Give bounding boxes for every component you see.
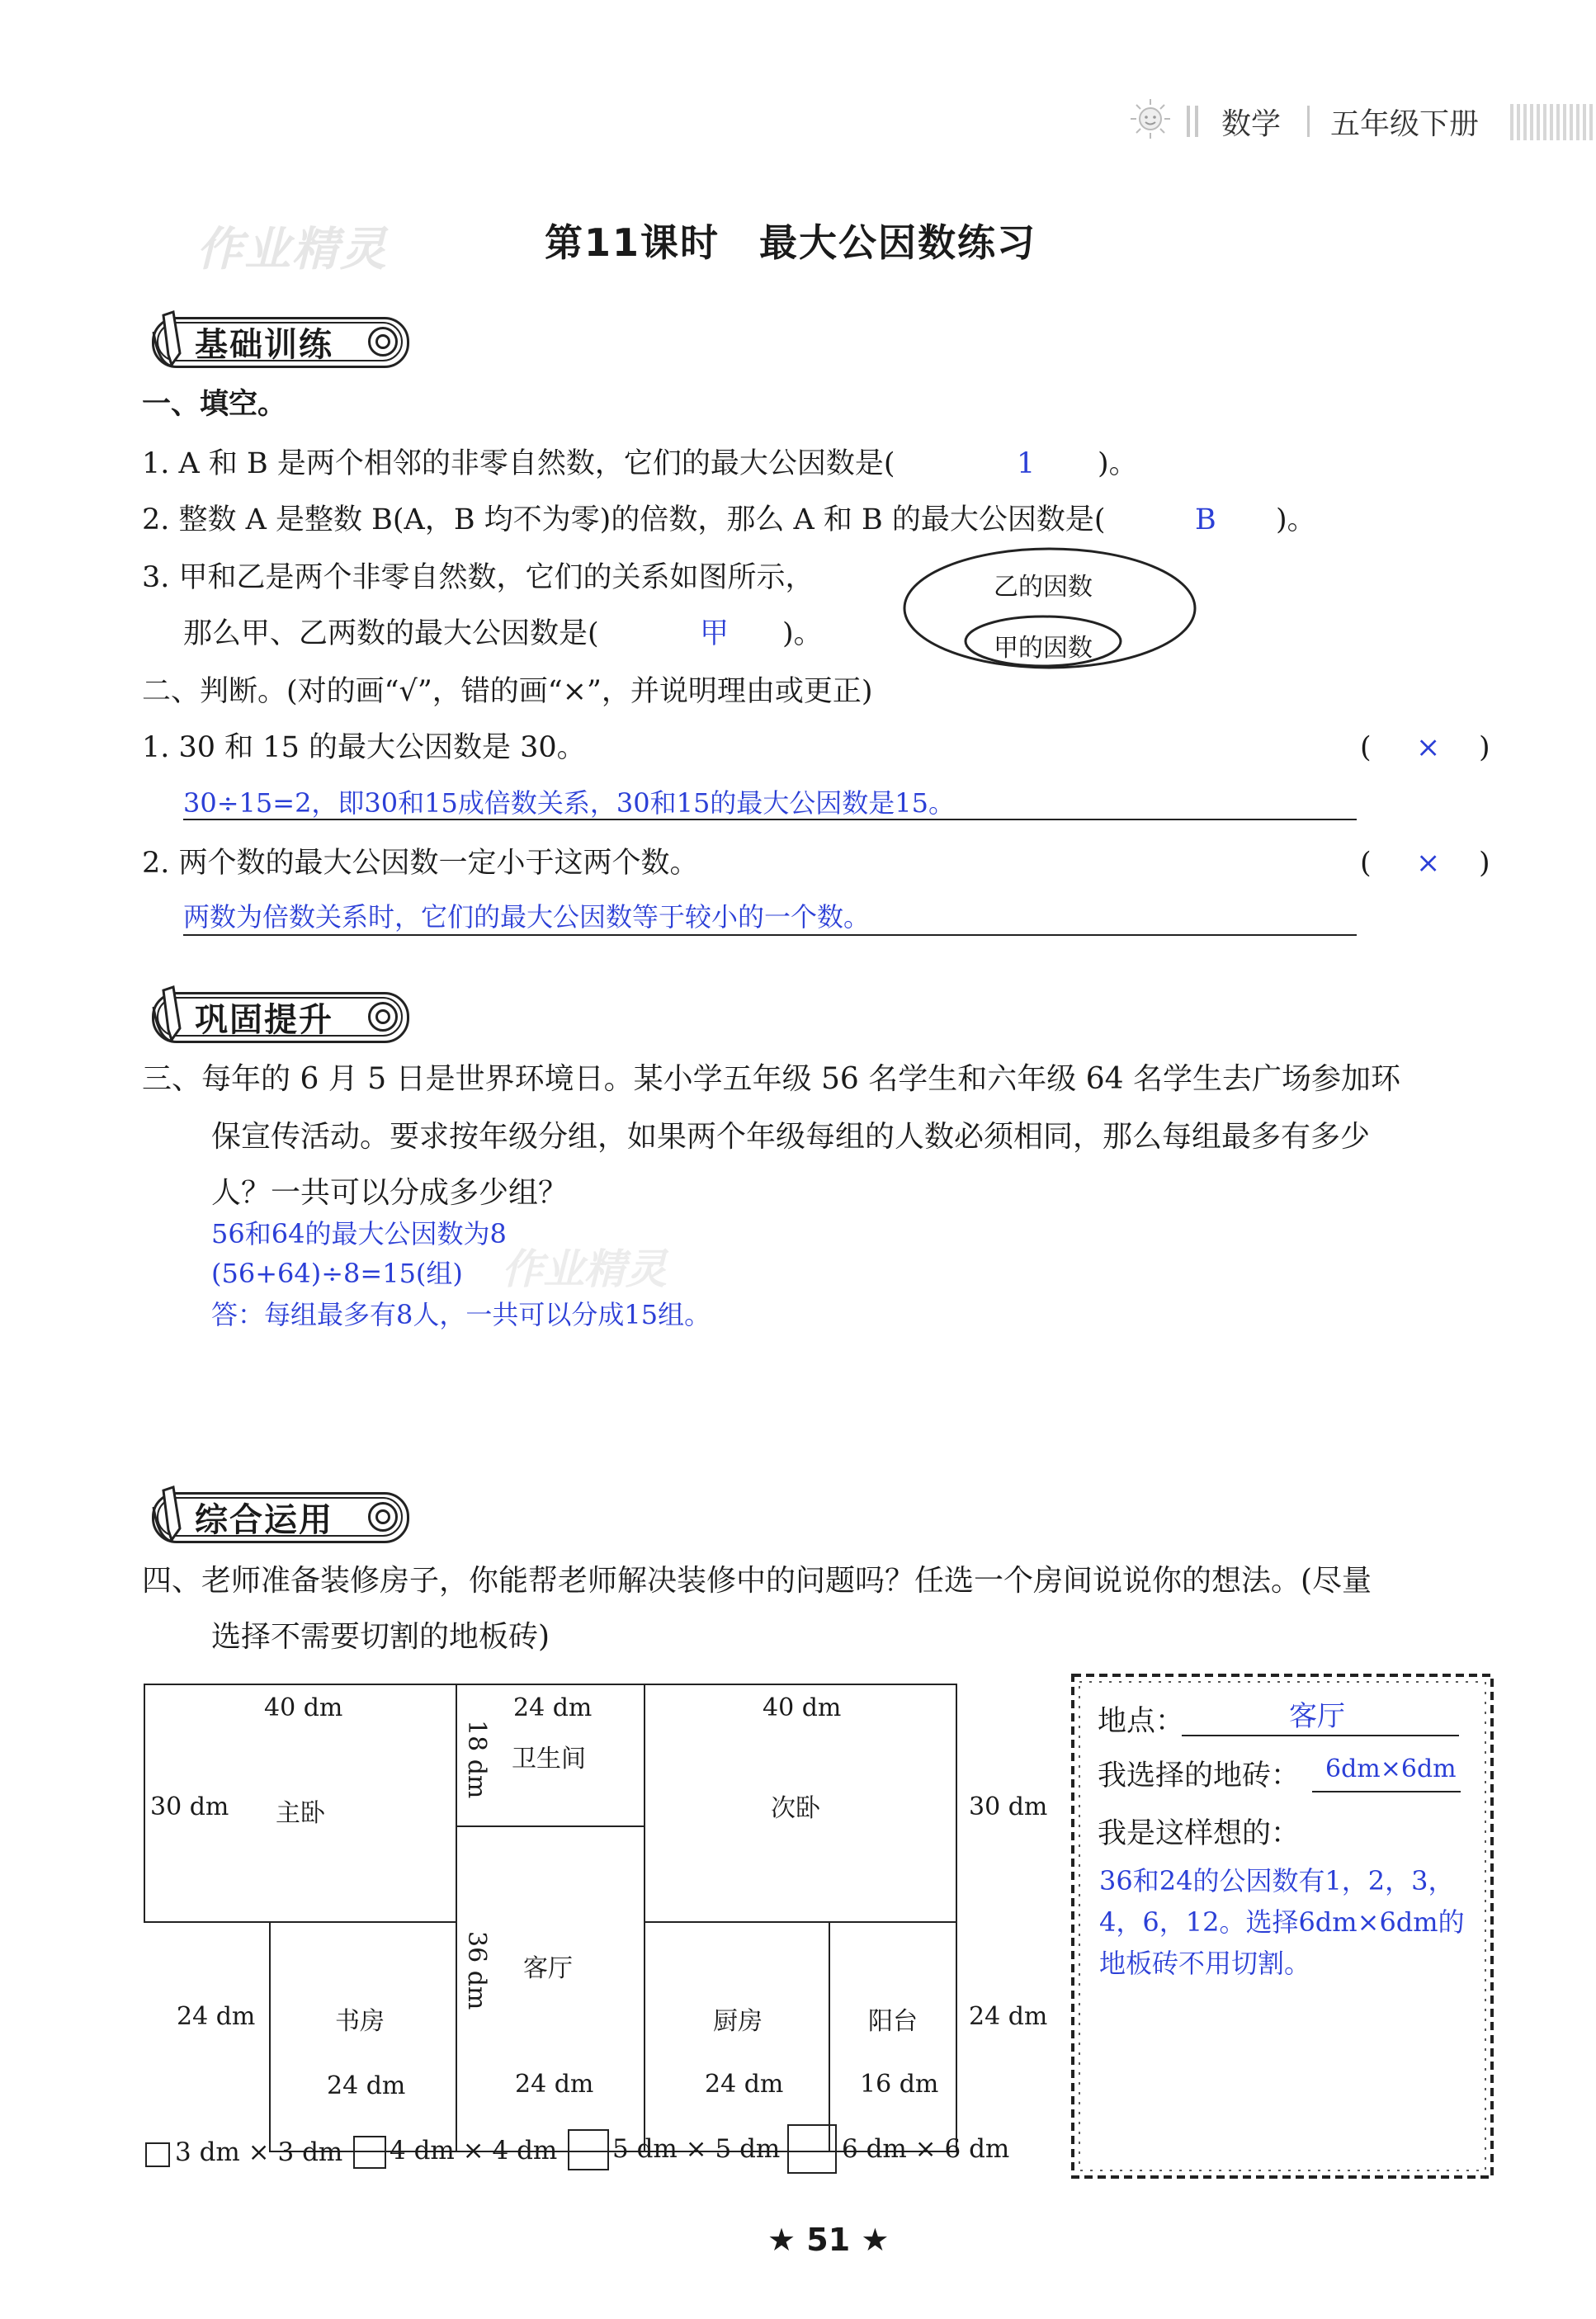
answer-underline bbox=[183, 819, 1357, 820]
header-divider bbox=[1187, 106, 1190, 137]
header-subject: 数学 bbox=[1221, 107, 1282, 141]
card-thought-line: 4，6，12。选择6dm×6dm的 bbox=[1099, 1906, 1465, 1938]
answer-underline bbox=[183, 934, 1357, 936]
part3-line2: 保宣传活动。要求按年级分组，如果两个年级每组的人数必须相同，那么每组最多有多少 bbox=[211, 1120, 1371, 1154]
tile-option-checkbox[interactable] bbox=[568, 2129, 609, 2170]
part2-q2-mark: × bbox=[1416, 847, 1441, 880]
header-divider bbox=[1195, 106, 1198, 137]
inner-ellipse-label: 甲的因数 bbox=[994, 634, 1093, 663]
watermark-logo: 作业精灵 bbox=[502, 1245, 667, 1293]
study-width-label: 24 dm bbox=[327, 2071, 406, 2100]
part3-answer-1: 56和64的最大公因数为8 bbox=[211, 1218, 507, 1249]
tile-option-checkbox[interactable] bbox=[353, 2136, 386, 2169]
watermark-logo: 作业精灵 bbox=[196, 223, 388, 276]
badge-ring-icon bbox=[368, 1002, 398, 1032]
study-height-label: 24 dm bbox=[177, 2002, 256, 2031]
part2-q1-mark: × bbox=[1416, 731, 1441, 764]
part2-q1-reason: 30÷15=2，即30和15成倍数关系，30和15的最大公因数是15。 bbox=[183, 787, 956, 819]
lesson-title: 第11课时 最大公因数练习 bbox=[545, 220, 1037, 265]
living-height-label: 36 dm bbox=[462, 1931, 491, 2010]
bath-height-label: 18 dm bbox=[462, 1720, 491, 1799]
part2-q2-open: ( bbox=[1360, 847, 1372, 880]
master-height-label: 30 dm bbox=[150, 1792, 229, 1821]
sun-logo-icon bbox=[1129, 97, 1172, 140]
header-divider bbox=[1307, 106, 1310, 137]
balcony-width-label: 16 dm bbox=[860, 2070, 939, 2099]
card-tile-label: 我选择的地砖： bbox=[1098, 1759, 1301, 1792]
living-width-label: 24 dm bbox=[515, 2070, 594, 2099]
part2-heading: 二、判断。(对的画“√”，错的画“×”，并说明理由或更正) bbox=[142, 675, 873, 708]
part1-q1-text: 1. A 和 B 是两个相邻的非零自然数，它们的最大公因数是( bbox=[142, 447, 895, 480]
second-height-label: 30 dm bbox=[969, 1792, 1048, 1821]
tile-option-checkbox[interactable] bbox=[145, 2142, 170, 2167]
part1-heading: 一、填空。 bbox=[142, 388, 287, 421]
master-name: 主卧 bbox=[276, 1799, 325, 1828]
part3-line3: 人？一共可以分成多少组？ bbox=[211, 1176, 569, 1210]
living-name: 客厅 bbox=[523, 1954, 573, 1983]
part4-line2: 选择不需要切割的地板砖) bbox=[211, 1620, 550, 1654]
part3-line1: 三、每年的 6 月 5 日是世界环境日。某小学五年级 56 名学生和六年级 64 名学生去广场参加环 bbox=[142, 1062, 1400, 1096]
tile-option-label: 4 dm × 4 dm bbox=[390, 2136, 558, 2166]
part2-q1-open: ( bbox=[1360, 731, 1372, 764]
pencil-icon bbox=[149, 982, 190, 1045]
part2-q1-close: ) bbox=[1479, 731, 1490, 764]
balcony-name: 阳台 bbox=[868, 2007, 918, 2036]
part1-q3-line1: 3. 甲和乙是两个非零自然数，它们的关系如图所示， bbox=[142, 561, 815, 594]
part2-q2-text: 2. 两个数的最大公因数一定小于这两个数。 bbox=[142, 847, 699, 880]
card-tile-value: 6dm×6dm bbox=[1325, 1755, 1457, 1783]
part1-q1-suffix: )。 bbox=[1098, 447, 1138, 480]
tile-option-checkbox[interactable] bbox=[787, 2124, 837, 2174]
part4-line1: 四、老师准备装修房子，你能帮老师解决装修中的问题吗？任选一个房间说说你的想法。(尽量 bbox=[142, 1564, 1372, 1598]
part3-answer-3: 答：每组最多有8人，一共可以分成15组。 bbox=[211, 1299, 711, 1330]
bath-width-label: 24 dm bbox=[513, 1693, 593, 1722]
card-place-underline bbox=[1182, 1735, 1459, 1736]
pencil-icon bbox=[149, 307, 190, 370]
part1-q2-text: 2. 整数 A 是整数 B(A，B 均不为零)的倍数，那么 A 和 B 的最大公因数是( bbox=[142, 503, 1106, 536]
room-study bbox=[269, 1921, 457, 2152]
part2-q2-reason: 两数为倍数关系时，它们的最大公因数等于较小的一个数。 bbox=[183, 901, 871, 933]
second-name: 次卧 bbox=[771, 1794, 820, 1823]
section-badge-apply bbox=[140, 1481, 413, 1545]
pencil-icon bbox=[149, 1482, 190, 1545]
card-place-label: 地点： bbox=[1098, 1705, 1185, 1738]
card-tile-underline bbox=[1312, 1791, 1461, 1792]
part2-q2-close: ) bbox=[1479, 847, 1490, 880]
section-badge-basic bbox=[140, 305, 413, 370]
card-thought-label: 我是这样想的： bbox=[1098, 1817, 1301, 1850]
master-width-label: 40 dm bbox=[264, 1693, 343, 1722]
part3-answer-2: (56+64)÷8=15(组) bbox=[211, 1258, 463, 1289]
section-apply-label: 综合运用 bbox=[195, 1501, 333, 1539]
kitchen-name: 厨房 bbox=[713, 2007, 763, 2036]
tile-option-label: 6 dm × 6 dm bbox=[842, 2134, 1010, 2164]
badge-ring-icon bbox=[368, 1502, 398, 1532]
part1-q1-answer: 1 bbox=[1017, 447, 1036, 480]
kitchen-width-label: 24 dm bbox=[705, 2070, 784, 2099]
outer-ellipse-label: 乙的因数 bbox=[994, 573, 1093, 602]
part2-q1-text: 1. 30 和 15 的最大公因数是 30。 bbox=[142, 731, 586, 764]
card-place-value: 客厅 bbox=[1289, 1700, 1345, 1733]
second-width-label: 40 dm bbox=[763, 1693, 842, 1722]
card-thought-line: 36和24的公因数有1，2，3， bbox=[1099, 1865, 1455, 1896]
badge-ring-icon bbox=[368, 327, 398, 357]
tile-option-label: 3 dm × 3 dm bbox=[175, 2137, 343, 2167]
bath-name: 卫生间 bbox=[512, 1745, 586, 1773]
tile-option-label: 5 dm × 5 dm bbox=[612, 2134, 781, 2164]
study-name: 书房 bbox=[335, 2007, 385, 2036]
part1-q2-answer: B bbox=[1195, 503, 1216, 536]
balcony-height-label: 24 dm bbox=[969, 2002, 1048, 2031]
part1-q2-suffix: )。 bbox=[1276, 503, 1316, 536]
header-stripe-decoration bbox=[1510, 104, 1596, 140]
part1-q3-line2: 那么甲、乙两数的最大公因数是( bbox=[183, 617, 599, 650]
room-kitchen bbox=[644, 1921, 830, 2152]
room-balcony bbox=[829, 1921, 957, 2152]
section-basic-label: 基础训练 bbox=[195, 326, 333, 364]
header-grade: 五年级下册 bbox=[1330, 107, 1480, 141]
card-thought-line: 地板砖不用切割。 bbox=[1099, 1948, 1311, 1979]
part1-q3-answer: 甲 bbox=[700, 617, 730, 650]
section-consolidate-label: 巩固提升 bbox=[195, 1001, 333, 1039]
section-badge-consolidate bbox=[140, 980, 413, 1045]
page-number: ★ 51 ★ bbox=[767, 2222, 890, 2258]
part1-q3-suffix: )。 bbox=[782, 617, 823, 650]
